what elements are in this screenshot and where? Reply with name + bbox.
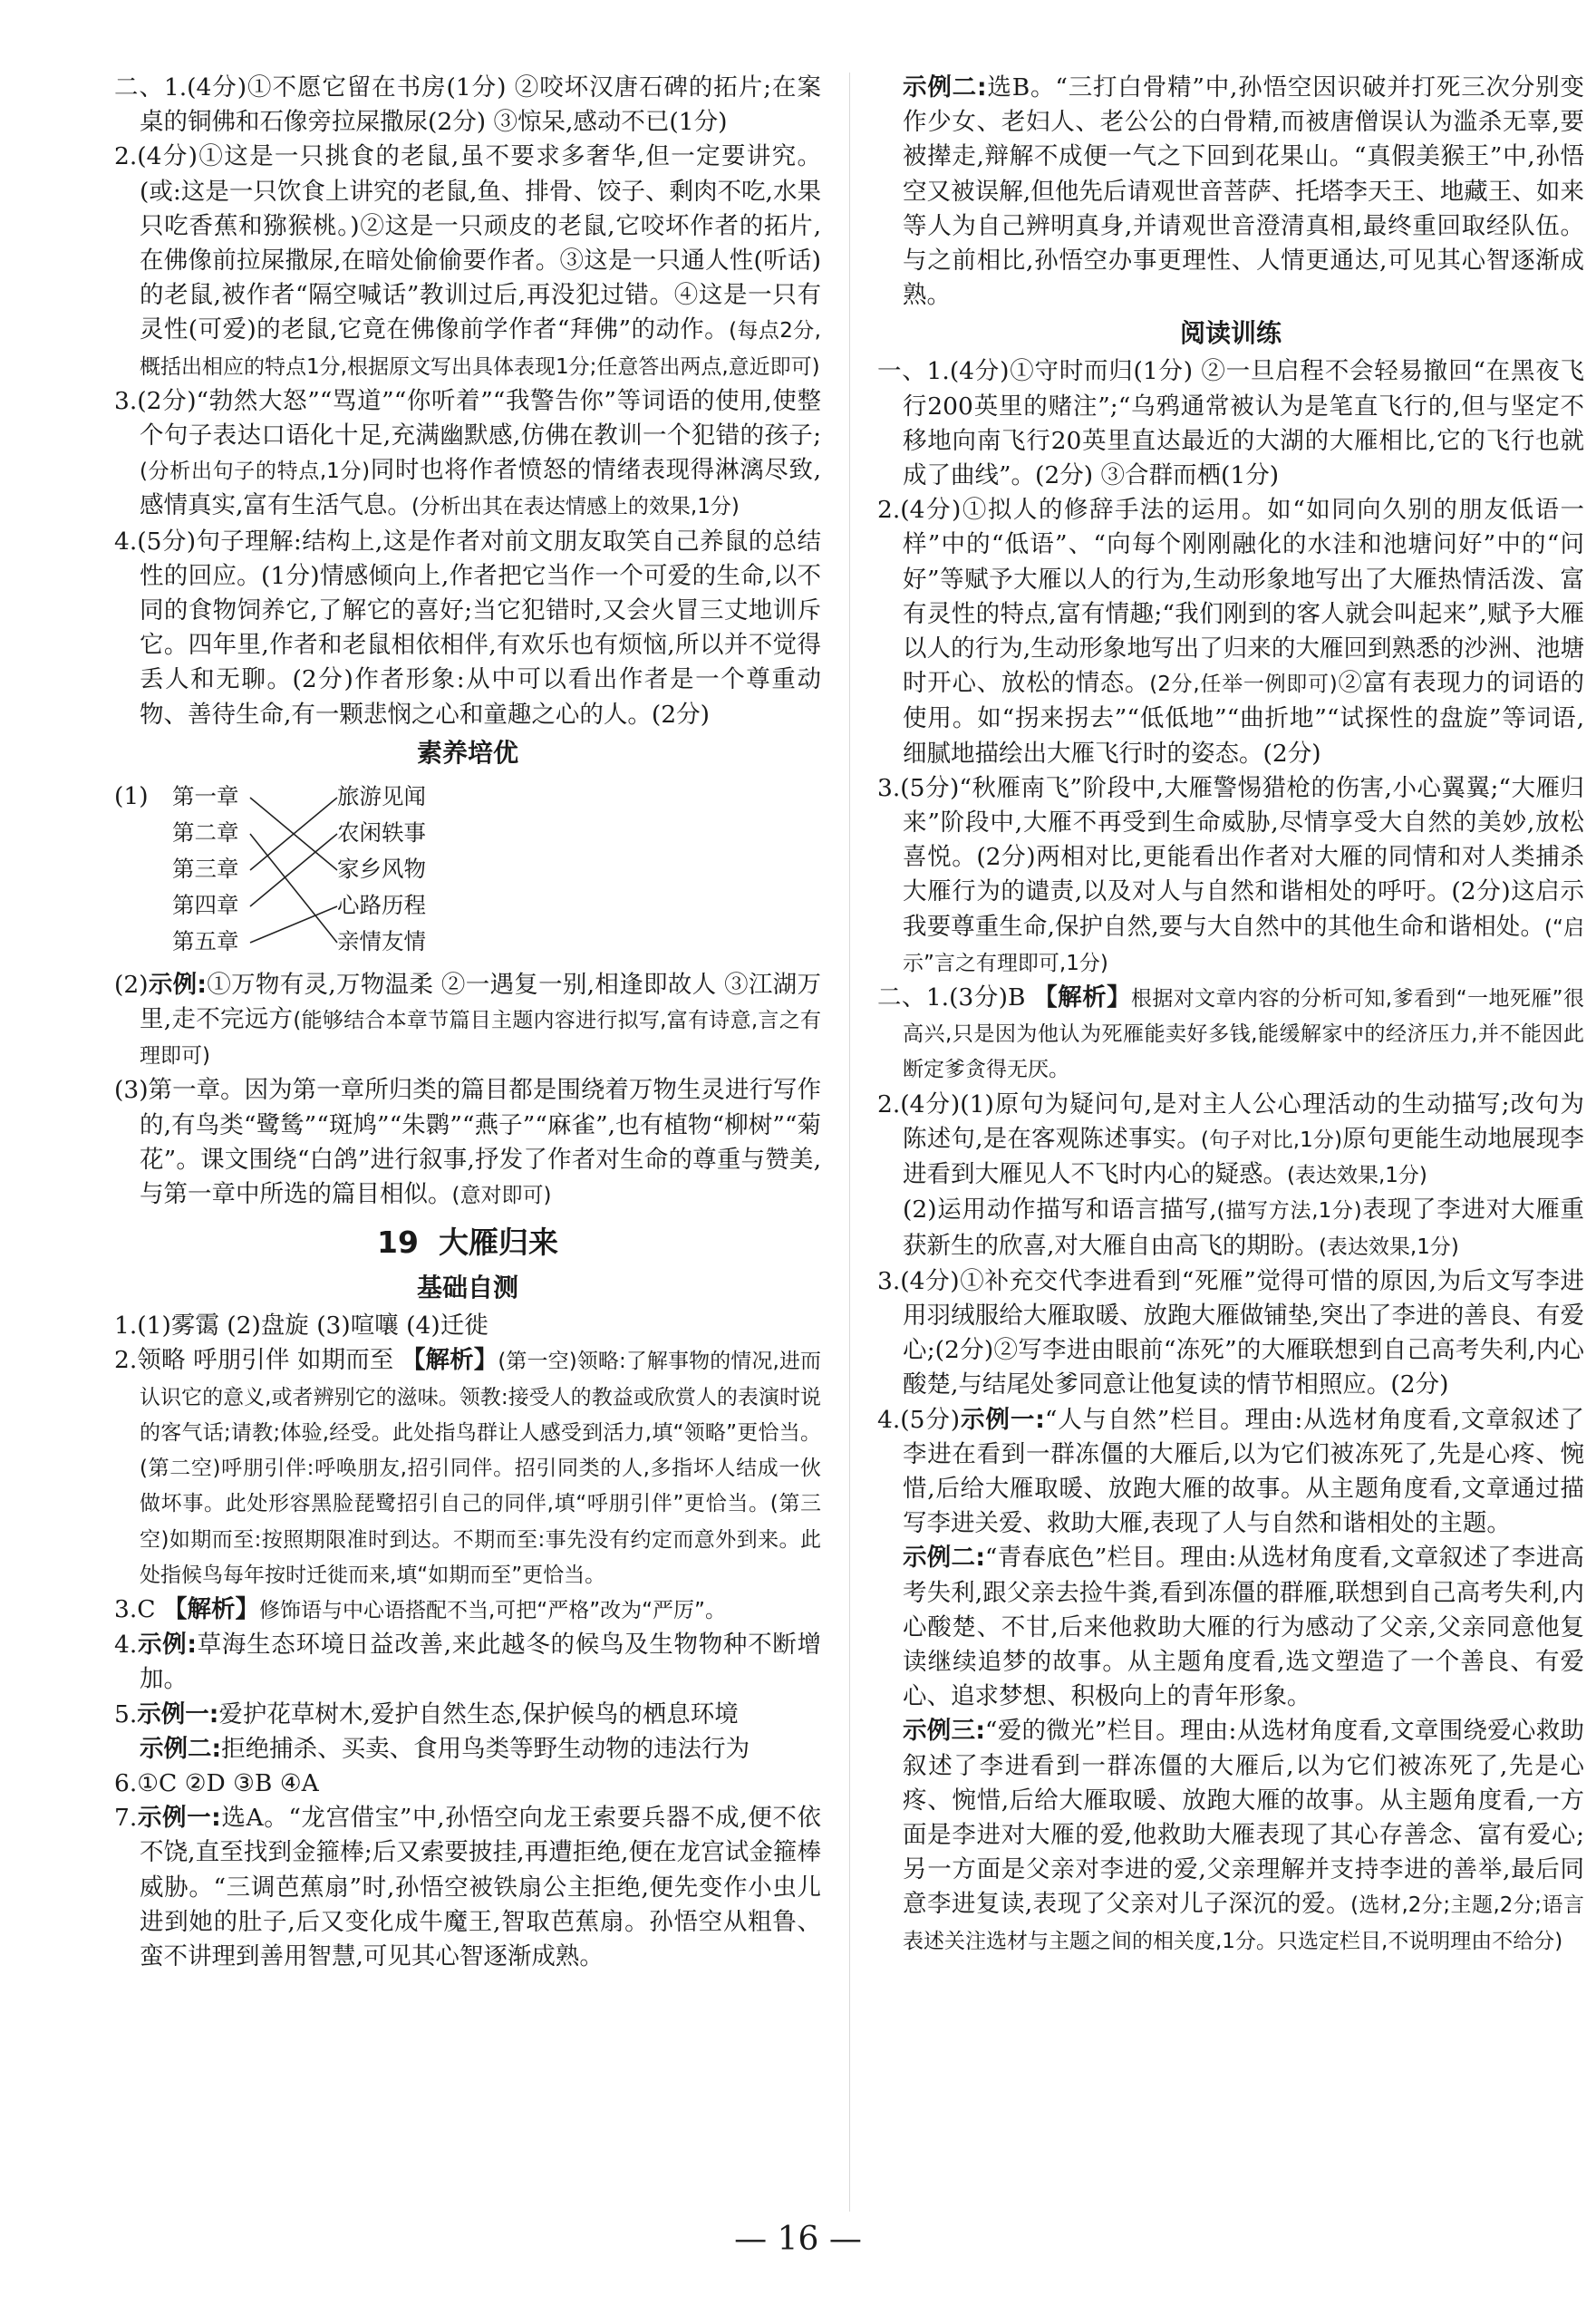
basic-2 — [114, 1343, 821, 1592]
grading-note: (表达效果,1分) — [1287, 1164, 1427, 1188]
reading-2-2 — [877, 1088, 1584, 1194]
example-label: 示例一: — [960, 1405, 1045, 1434]
text: ②富有表现力的词语的使用。如“拐来拐去”“低低地”“曲折地”“试探性的盘旋”等词语,细腻地描绘出大雁飞行时的姿态。(2分) — [903, 669, 1585, 768]
analysis-text: 修饰语与中心语搭配不当,可把“严格”改为“严厉”。 — [258, 1598, 726, 1622]
reading-2-1 — [877, 981, 1584, 1088]
text: 6.①C ②D ③B ④A — [114, 1768, 319, 1797]
basic-7-example-2 — [877, 71, 1584, 313]
chapter-label: 第四章 — [172, 891, 239, 918]
chapter-label: 第二章 — [172, 818, 239, 846]
match-number: (1) — [114, 781, 149, 810]
page-number: — 16 — — [734, 2221, 862, 2258]
grading-note: (分析出句子的特点,1分) — [140, 460, 371, 484]
text: 4.(5分) — [877, 1405, 961, 1434]
analysis-text: 根据对文章内容的分析可知,爹看到“一地死雁”很高兴,只是因为他认为死雁能卖好多钱,能缓解家中的经济压力,并不能因此断定爹贪得无厌。 — [903, 987, 1585, 1082]
left-column — [114, 71, 821, 1974]
text: 2.(4分)①拟人的修辞手法的运用。如“如同向久别的朋友低语一样”中的“低语”、“向每个刚刚融化的水洼和池塘问好”中的“问好”等赋予大雁以人的行为,生动形象地写出了大雁热情活泼、富有灵性的特点,富有情趣;“我们刚到的客人就会叫起来”,赋予大雁以人的行为,生动形象地写出了归来的大雁回到熟悉的沙洲、池塘时开心、放松的情态。 — [877, 496, 1584, 698]
analysis-text: (第一空)领略:了解事物的情况,进而认识它的意义,或者辨别它的滋味。领教:接受人的教益或欣赏人的表演时说的客气话;请教;体验,经受。此处指鸟群让人感受到活力,填“领略”更恰当。(第二空)呼朋引伴:呼唤朋友,招引同伴。招引同类的人,多指坏人结成一伙做坏事。此处形容黑脸琵鹭招引自己的同伴,填“呼朋引伴”更恰当。(第三空)如期而至:按照期限准时到达。不期而至:事先没有约定而意外到来。此处指候鸟每年按时迁徙而来,填“如期而至”更恰当。 — [140, 1350, 822, 1587]
text: 2.(4分)①这是一只挑食的老鼠,虽不要求多奢华,但一定要讲究。(或:这是一只饮食上讲究的老鼠,鱼、排骨、饺子、剩肉不吃,水果只吃香蕉和猕猴桃。)②这是一只顽皮的老鼠,它咬坏作者的拓片,在佛像前拉屎撒尿,在暗处偷偷要作者。③这是一只通人性(听话)的老鼠,被作者“隔空喊话”教训过后,再没犯过错。④这是一只有灵性(可爱)的老鼠,它竟在佛像前学作者“拜佛”的动作。 — [114, 142, 821, 344]
example-label: 示例一: — [137, 1804, 221, 1833]
text: 一、1.(4分)①守时而归(1分) ②一旦启程不会轻易撤回“在黑夜飞行200英里的赌注”;“乌鸦通常被认为是笔直飞行的,但与坚定不移地向南飞行20英里直达最近的大湖的大雁相比,它的飞行也就成了曲线”。(2分) ③合群而栖(1分) — [877, 357, 1584, 490]
reading-2-3 — [877, 1264, 1584, 1403]
text: 2.领略 呼朋引伴 如期而至 — [114, 1346, 401, 1375]
text: (3)第一章。因为第一章所归类的篇目都是围绕着万物生灵进行写作的,有鸟类“鹭鸶”“斑鸠”“朱鹮”“燕子”“麻雀”,也有植物“柳树”“菊花”。课文围绕“白鸽”进行叙事,抒发了作者对生命的尊重与赞美,与第一章中所选的篇目相似。 — [114, 1076, 821, 1209]
grading-note: (能够结合本章节篇目主题内容进行拟写,富有诗意,言之有理即可) — [140, 1009, 821, 1069]
example-label: 示例一: — [137, 1699, 219, 1728]
basic-5-example-2 — [114, 1732, 821, 1767]
topic-label: 家乡风物 — [337, 855, 426, 882]
grading-note: (每点2分,概括出相应的特点1分,根据原文写出具体表现1分;任意答出两点,意近即可) — [140, 319, 821, 379]
text: (2)运用动作描写和语言描写, — [903, 1196, 1217, 1225]
matching-diagram — [114, 776, 821, 963]
section-title-jichu: 基础自测 — [416, 1273, 518, 1303]
reading-2-4 — [877, 1403, 1584, 1542]
example-label: 示例二: — [140, 1734, 222, 1763]
text: 4.(5分)句子理解:结构上,这是作者对前文朋友取笑自己养鼠的总结性的回应。(1分)情感倾向上,作者把它当作一个可爱的生命,以不同的食物饲养它,了解它的喜好;当它犯错时,又会火冒三丈地训斥它。四年里,作者和老鼠相依相伴,有欢乐也有烦恼,所以并不觉得丢人和无聊。(2分)作者形象:从中可以看出作者是一个尊重动物、善待生命,有一颗悲悯之心和童趣之心的人。(2分) — [114, 527, 821, 729]
text: 二、1.(3分)B — [877, 983, 1034, 1012]
analysis-label: 【解析】 — [1033, 983, 1131, 1012]
text: 3.(2分)“勃然大怒”“骂道”“你听着”“我警告你”等词语的使用,使整个句子表达口语化十足,充满幽默感,仿佛在教训一个犯错的孩子; — [114, 386, 821, 450]
grading-note: (选材,2分;主题,2分;语言表述关注选材与主题之间的相关度,1分。只选定栏目,不说明理由不给分) — [903, 1893, 1584, 1953]
topic-label: 旅游见闻 — [337, 782, 426, 809]
column-divider — [849, 73, 850, 2212]
chapter-label: 第三章 — [172, 855, 239, 882]
reading-2-4-example-2 — [877, 1541, 1584, 1714]
topic-label: 心路历程 — [337, 891, 426, 918]
text: 表现了李进对大雁重获新生的欣喜,对大雁自由高飞的期盼。 — [903, 1196, 1585, 1260]
reading-1-2 — [877, 493, 1584, 771]
grading-note: (句子对比,1分) — [1200, 1128, 1343, 1152]
text: 4. — [114, 1631, 138, 1660]
text: 原句更能生动地展现李进看到大雁见人不飞时内心的疑惑。 — [903, 1124, 1584, 1189]
text: 选B。“三打白骨精”中,孙悟空因识破并打死三次分别变作少女、老妇人、老公公的白骨精,而被唐僧误认为滥杀无辜,要被撵走,辩解不成便一气之下回到花果山。“真假美猴王”中,孙悟空又被误解,但他先后请观世音菩萨、托塔李天王、地藏王、如来等人为自己辨明真身,并请观世音澄清真相,最终重回取经队伍。与之前相比,孙悟空办事更理性、人情更通达,可见其心智逐渐成熟。 — [903, 73, 1584, 310]
grading-note: (描写方法,1分) — [1216, 1199, 1362, 1224]
text: 同时也将作者愤怒的情绪表现得淋漓尽致,感情真实,富有生活气息。 — [140, 456, 821, 520]
text: 1.(1)雾霭 (2)盘旋 (3)喧嚷 (4)迁徙 — [114, 1312, 488, 1341]
text: 2.(4分)(1)原句为疑问句,是对主人公心理活动的生动描写;改句为陈述句,是在客观陈述事实。 — [877, 1089, 1584, 1153]
example-label: 示例: — [148, 970, 208, 999]
lesson-number: 19 — [377, 1225, 419, 1261]
example-label: 示例二: — [903, 73, 987, 102]
text: “人与自然”栏目。理由:从选材角度看,文章叙述了李进在看到一群冻僵的大雁后,以为它们被冻死了,先是心疼、惋惜,后给大雁取暖、放跑大雁的故事。从主题角度看,文章通过描写李进关爱、救助大雁,表现了人与自然和谐相处的主题。 — [903, 1405, 1584, 1538]
answer-2-4 — [114, 525, 821, 732]
answer-suyang-3 — [114, 1073, 821, 1213]
matching-lines — [114, 776, 821, 963]
text: ①万物有灵,万物温柔 ②一遇复一别,相逢即故人 ③江湖万里,走不完远方 — [140, 970, 821, 1034]
grading-note: (2分,任举一例即可) — [1149, 673, 1338, 697]
topic-label: 农闲轶事 — [337, 818, 426, 846]
basic-7 — [114, 1801, 821, 1974]
grading-note: (“启示”言之有理即可,1分) — [903, 915, 1584, 975]
analysis-label: 【解析】 — [401, 1346, 498, 1375]
reading-2-2-part-2 — [877, 1193, 1584, 1264]
text: 爱护花草树木,爱护自然生态,保护候鸟的栖息环境 — [218, 1699, 739, 1728]
section-title-suyang: 素养培优 — [416, 737, 518, 768]
answer-2-3 — [114, 384, 821, 525]
lesson-name: 大雁归来 — [438, 1225, 558, 1261]
section-title-yuedu: 阅读训练 — [1179, 318, 1282, 349]
text: “青春底色”栏目。理由:从选材角度看,文章叙述了李进高考失利,跟父亲去捡牛粪,看到冻僵的群雁,联想到自己高考失利,内心酸楚、不甘,后来他救助大雁的行为感动了父亲,父亲同意他复读继续追梦的故事。从主题角度看,选文塑造了一个善良、有爱心、追求梦想、积极向上的青年形象。 — [903, 1544, 1584, 1711]
reading-1-1 — [877, 354, 1584, 493]
example-label: 示例二: — [903, 1544, 985, 1573]
basic-6 — [114, 1767, 821, 1801]
text: 3.C — [114, 1594, 163, 1623]
text: 拒绝捕杀、买卖、食用鸟类等野生动物的违法行为 — [221, 1734, 750, 1763]
match-line — [250, 906, 337, 943]
basic-5 — [114, 1698, 821, 1732]
reading-1-3 — [877, 771, 1584, 981]
text: 草海生态环境日益改善,来此越冬的候鸟及生物物种不断增加。 — [140, 1631, 821, 1694]
grading-note: (分析出其在表达情感上的效果,1分) — [411, 495, 740, 519]
answer-2-1 — [114, 71, 821, 140]
right-column — [877, 71, 1584, 1959]
chapter-label: 第一章 — [172, 782, 239, 809]
match-line — [250, 834, 337, 906]
example-label: 示例三: — [903, 1717, 985, 1746]
topic-label: 亲情友情 — [337, 927, 426, 954]
text: 3.(5分)“秋雁南飞”阶段中,大雁警惕猎枪的伤害,小心翼翼;“大雁归来”阶段中,大雁不再受到生命威胁,尽情享受大自然的美妙,放松喜悦。(2分)两相对比,更能看出作者对大雁的同情和对人类捕杀大雁行为的谴责,以及对人与自然和谐相处的呼吁。(2分)这启示我要尊重生命,保护自然,要与大自然中的其他生命和谐相处。 — [877, 773, 1584, 941]
text: 7. — [114, 1804, 138, 1833]
basic-1 — [114, 1309, 821, 1343]
text: “爱的微光”栏目。理由:从选材角度看,文章围绕爱心救助叙述了李进看到一群冻僵的大雁后,以为它们被冻死了,先是心疼、惋惜,后给大雁取暖、放跑大雁的故事。从主题角度看,一方面是李进对大雁的爱,他救助大雁表现了其心存善念、富有爱心;另一方面是父亲对李进的爱,父亲理解并支持李进的善举,最后同意李进复读,表现了父亲对儿子深沉的爱。 — [903, 1717, 1584, 1919]
analysis-label: 【解析】 — [162, 1594, 259, 1623]
grading-note: (意对即可) — [451, 1184, 552, 1208]
grading-note: (表达效果,1分) — [1318, 1234, 1459, 1259]
reading-2-4-example-3 — [877, 1714, 1584, 1958]
basic-4 — [114, 1628, 821, 1697]
text: (2) — [114, 970, 149, 999]
text: 5. — [114, 1699, 138, 1728]
text: 二、1.(4分)①不愿它留在书房(1分) ②咬坏汉唐石碑的拓片;在案桌的铜佛和石像旁拉屎撒尿(2分) ③惊呆,感动不已(1分) — [114, 73, 821, 137]
text: 选A。“龙宫借宝”中,孙悟空向龙王索要兵器不成,便不依不饶,直至找到金箍棒;后又索要披挂,再遭拒绝,便在龙宫试金箍棒威胁。“三调芭蕉扇”时,孙悟空被铁扇公主拒绝,便先变作小虫儿进到她的肚子,后又变化成牛魔王,智取芭蕉扇。孙悟空从粗鲁、蛮不讲理到善用智慧,可见其心智逐渐成熟。 — [140, 1804, 821, 1970]
match-line — [250, 834, 337, 943]
text: 3.(4分)①补充交代李进看到“死雁”觉得可惜的原因,为后文写李进用羽绒服给大雁取暖、放跑大雁做铺垫,突出了李进的善良、有爱心;(2分)②写李进由眼前“冻死”的大雁联想到自己高考失利,内心酸楚,与结尾处爹同意让他复读的情节相照应。(2分) — [877, 1266, 1584, 1399]
lesson-title — [114, 1218, 821, 1267]
answer-suyang-2 — [114, 968, 821, 1074]
basic-3 — [114, 1593, 821, 1628]
example-label: 示例: — [137, 1631, 197, 1660]
chapter-label: 第五章 — [172, 927, 239, 954]
answer-2-2 — [114, 140, 821, 383]
